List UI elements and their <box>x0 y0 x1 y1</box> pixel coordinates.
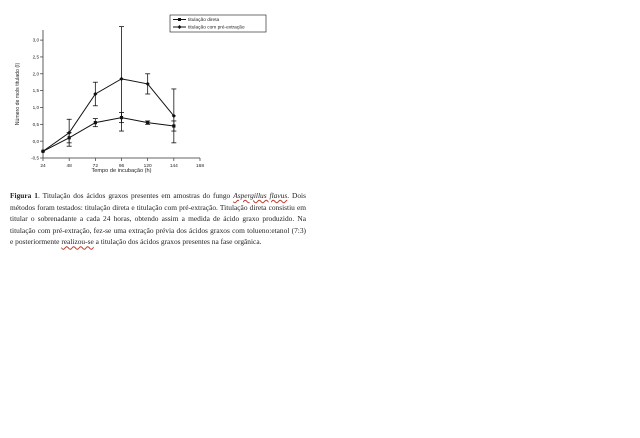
x-tick-label: 96 <box>118 164 125 169</box>
x-tick-label: 168 <box>195 164 205 169</box>
data-point <box>119 77 123 81</box>
y-tick-label: 2,0 <box>32 71 39 77</box>
caption-marked-word: realizou-se <box>61 237 94 247</box>
data-point <box>146 121 149 124</box>
y-tick-label: 0,0 <box>32 138 39 144</box>
caption-species: Aspergillus flavus <box>233 191 288 200</box>
chart-legend <box>170 15 266 32</box>
legend-label: titulação direta <box>188 18 220 24</box>
x-tick-label: 144 <box>169 164 178 169</box>
y-tick-label: -0,5 <box>31 155 39 161</box>
x-tick-label: 120 <box>143 164 152 169</box>
legend-label: titulação com pré-extração <box>188 25 245 31</box>
x-tick-label: 48 <box>66 164 72 169</box>
caption-part-1: . Titulação dos ácidos graxos presentes em amostras do fungo <box>38 191 234 200</box>
y-tick-label: 2,5 <box>32 54 39 60</box>
figure-caption <box>10 190 306 248</box>
chart-series <box>41 27 176 154</box>
y-tick-label: 3,0 <box>32 37 39 43</box>
series-line <box>43 79 174 151</box>
x-tick-label: 24 <box>40 164 46 169</box>
x-tick-label: 72 <box>92 164 99 169</box>
series-line <box>43 118 174 152</box>
legend-marker <box>178 18 181 21</box>
y-tick-label: 1,0 <box>32 105 39 111</box>
y-axis-label: Número de mols titulado (I) <box>15 62 21 126</box>
caption-lead: Figura 1 <box>10 191 38 200</box>
x-axis-label: Tempo de incubação (h) <box>91 168 152 174</box>
caption-part-3: a titulação dos ácidos graxos presentes na fase orgânica. <box>93 237 262 247</box>
data-point <box>94 121 97 124</box>
caption-part-2: . Dois métodos foram testados: titulação direta e titulação com pré-extração. Titulação direta consistiu em titular o sobrenadante a cada 24 horas, obtendo assim a medida de ácido graxo produzido. Na titulação com pré-extração, fez-se uma extração prévia dos ácidos graxos com tolueno:etanol (7:3) e posteriormente <box>10 191 306 247</box>
y-tick-label: 0,5 <box>32 121 39 127</box>
line-chart <box>0 0 640 190</box>
y-tick-label: 1,5 <box>32 88 39 94</box>
